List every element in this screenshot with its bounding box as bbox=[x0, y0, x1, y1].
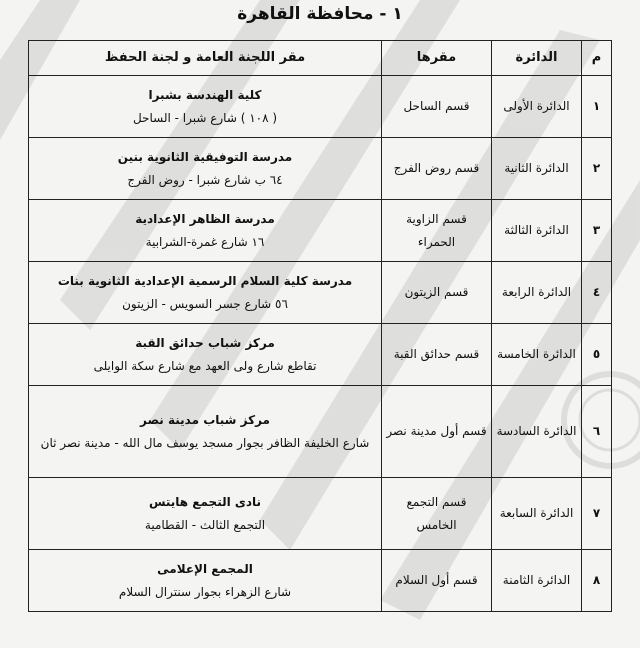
committee-name: المجمع الإعلامى bbox=[157, 561, 253, 576]
committee-address: التجمع الثالث - القطامية bbox=[144, 517, 266, 532]
row-committee bbox=[29, 262, 382, 324]
committee-name: مدرسة التوفيقية الثانوية بنين bbox=[117, 149, 293, 164]
committee-address: شارع الزهراء بجوار سنترال السلام bbox=[118, 584, 292, 599]
row-committee bbox=[29, 76, 382, 138]
committee-address: تقاطع شارع ولى العهد مع شارع سكة الوايلى bbox=[93, 358, 317, 373]
row-district: الدائرة الخامسة bbox=[492, 324, 582, 386]
row-num: ٨ bbox=[582, 550, 612, 612]
committee-address: شارع الخليفة الظافر بجوار مسجد يوسف مال الله - مدينة نصر ثان bbox=[40, 435, 370, 450]
row-seat: قسم حدائق القبة bbox=[382, 324, 492, 386]
row-num: ٧ bbox=[582, 478, 612, 550]
header-committee: مقر اللجنة العامة و لجنة الحفظ bbox=[29, 41, 382, 76]
row-num: ٤ bbox=[582, 262, 612, 324]
row-num: ٢ bbox=[582, 138, 612, 200]
committee-address: ( ١٠٨ ) شارع شبرا - الساحل bbox=[132, 110, 278, 125]
row-district: الدائرة الثامنة bbox=[492, 550, 582, 612]
committee-name: مركز شباب حدائق القبة bbox=[135, 335, 275, 350]
table-header-row bbox=[29, 41, 612, 76]
row-committee bbox=[29, 386, 382, 478]
table-row bbox=[29, 76, 612, 138]
table-row bbox=[29, 550, 612, 612]
row-district: الدائرة السابعة bbox=[492, 478, 582, 550]
row-num: ٦ bbox=[582, 386, 612, 478]
row-district: الدائرة السادسة bbox=[492, 386, 582, 478]
row-committee bbox=[29, 550, 382, 612]
table-row bbox=[29, 324, 612, 386]
committee-name: نادى التجمع هايتس bbox=[148, 494, 262, 509]
page-title: ١ - محافظة القاهرة bbox=[237, 4, 403, 24]
header-num: م bbox=[582, 41, 612, 76]
table-row bbox=[29, 262, 612, 324]
row-seat: قسم أول مدينة نصر bbox=[382, 386, 492, 478]
row-district: الدائرة الثانية bbox=[492, 138, 582, 200]
table-row bbox=[29, 200, 612, 262]
committee-name: مدرسة الظاهر الإعدادية bbox=[135, 211, 275, 226]
row-committee bbox=[29, 138, 382, 200]
row-district: الدائرة الثالثة bbox=[492, 200, 582, 262]
committee-name: كلية الهندسة بشبرا bbox=[148, 87, 262, 102]
table-row bbox=[29, 478, 612, 550]
row-num: ٥ bbox=[582, 324, 612, 386]
row-seat: قسم الزاوية الحمراء bbox=[382, 200, 492, 262]
row-seat: قسم التجمع الخامس bbox=[382, 478, 492, 550]
row-seat: قسم الساحل bbox=[382, 76, 492, 138]
table-row bbox=[29, 138, 612, 200]
row-district: الدائرة الأولى bbox=[492, 76, 582, 138]
row-seat: قسم روض الفرج bbox=[382, 138, 492, 200]
row-num: ٣ bbox=[582, 200, 612, 262]
header-district: الدائرة bbox=[492, 41, 582, 76]
districts-table bbox=[28, 40, 612, 612]
row-seat: قسم الزيتون bbox=[382, 262, 492, 324]
committee-address: ٥٦ شارع جسر السويس - الزيتون bbox=[122, 296, 288, 311]
committee-address: ١٦ شارع غمرة-الشرابية bbox=[145, 234, 265, 249]
header-seat: مقرها bbox=[382, 41, 492, 76]
row-district: الدائرة الرابعة bbox=[492, 262, 582, 324]
row-seat: قسم أول السلام bbox=[382, 550, 492, 612]
row-committee bbox=[29, 324, 382, 386]
row-num: ١ bbox=[582, 76, 612, 138]
row-committee bbox=[29, 478, 382, 550]
committee-address: ٦٤ ب شارع شبرا - روض الفرج bbox=[127, 172, 283, 187]
committee-name: مركز شباب مدينة نصر bbox=[140, 412, 270, 427]
committee-name: مدرسة كلية السلام الرسمية الإعدادية الثانوية بنات bbox=[57, 273, 353, 288]
row-committee bbox=[29, 200, 382, 262]
table-row bbox=[29, 386, 612, 478]
